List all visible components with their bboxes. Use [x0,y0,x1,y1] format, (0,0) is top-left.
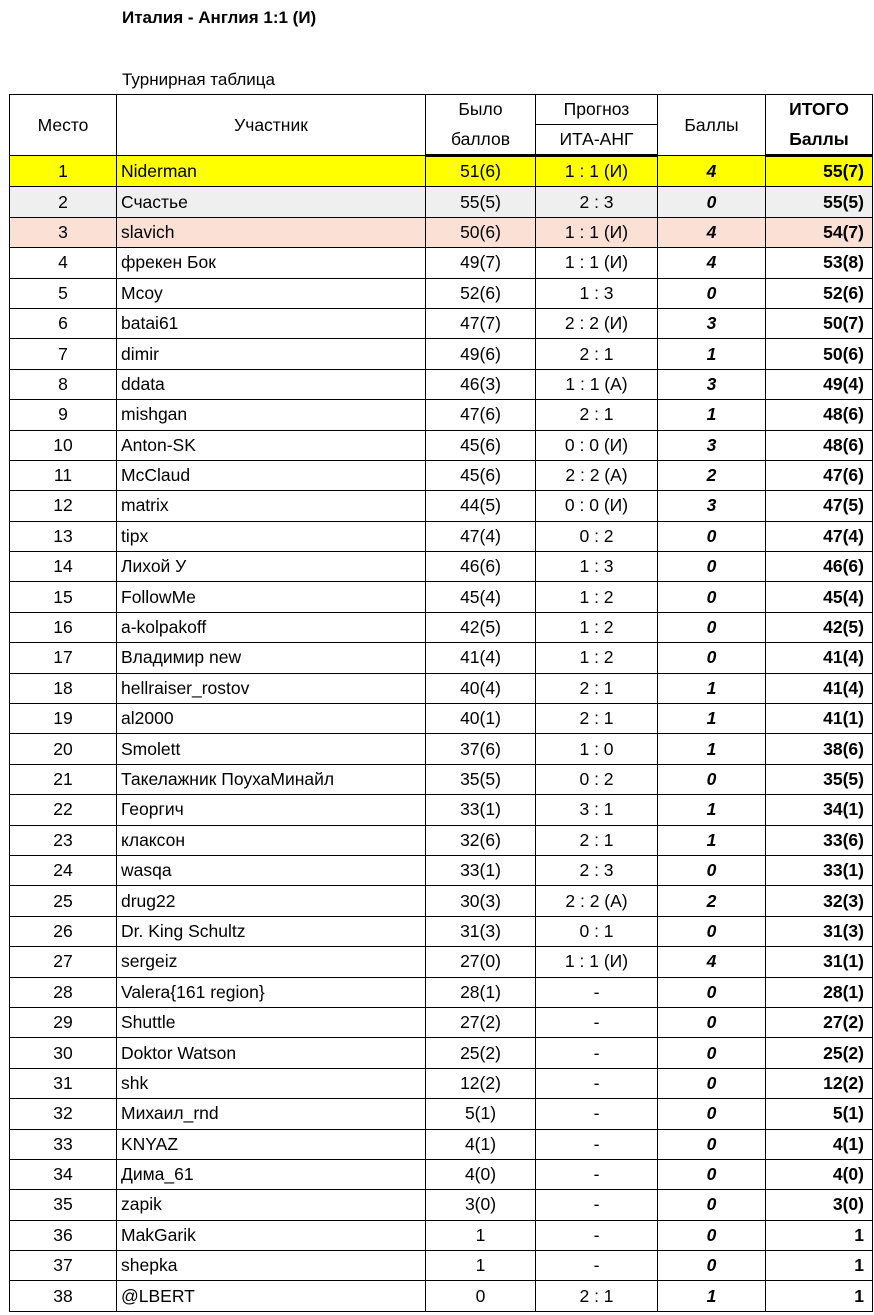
cell-forecast: 2 : 2 (И) [536,308,658,338]
table-row [10,1251,873,1281]
cell-total: 5(1) [766,1099,873,1129]
cell-forecast: 1 : 1 (И) [536,156,658,187]
cell-total: 31(3) [766,916,873,946]
table-row [10,643,873,673]
cell-points: 1 [658,734,766,764]
cell-total: 34(1) [766,795,873,825]
cell-was-points: 32(6) [426,825,536,855]
cell-was-points: 51(6) [426,156,536,187]
header-points: Баллы [658,95,766,156]
cell-forecast: 2 : 1 [536,704,658,734]
cell-points: 3 [658,491,766,521]
cell-forecast: - [536,1190,658,1220]
cell-was-points: 42(5) [426,612,536,642]
cell-points: 0 [658,1007,766,1037]
table-row [10,217,873,247]
cell-place: 18 [10,673,117,703]
cell-place: 35 [10,1190,117,1220]
cell-place: 30 [10,1038,117,1068]
cell-place: 34 [10,1159,117,1189]
table-caption: Турнирная таблица [122,70,275,89]
cell-total: 4(0) [766,1159,873,1189]
cell-place: 32 [10,1099,117,1129]
cell-place: 6 [10,308,117,338]
cell-place: 11 [10,460,117,490]
table-row [10,673,873,703]
table-row [10,1007,873,1037]
cell-was-points: 31(3) [426,916,536,946]
cell-place: 23 [10,825,117,855]
table-row [10,156,873,187]
table-row [10,1068,873,1098]
cell-total: 12(2) [766,1068,873,1098]
cell-total: 49(4) [766,369,873,399]
cell-place: 24 [10,855,117,885]
cell-forecast: - [536,1159,658,1189]
cell-was-points: 5(1) [426,1099,536,1129]
cell-participant: Счастье [117,187,426,217]
cell-was-points: 4(1) [426,1129,536,1159]
cell-total: 54(7) [766,217,873,247]
table-row [10,795,873,825]
cell-participant: Лихой У [117,552,426,582]
cell-points: 0 [658,1220,766,1250]
table-row [10,430,873,460]
header-was-line1: Было [426,95,536,125]
cell-place: 29 [10,1007,117,1037]
table-row [10,1190,873,1220]
table-row [10,947,873,977]
cell-participant: matrix [117,491,426,521]
cell-was-points: 47(4) [426,521,536,551]
cell-participant: Георгич [117,795,426,825]
cell-total: 33(1) [766,855,873,885]
cell-place: 15 [10,582,117,612]
cell-points: 4 [658,248,766,278]
cell-participant: Niderman [117,156,426,187]
cell-points: 0 [658,764,766,794]
cell-was-points: 0 [426,1281,536,1311]
cell-participant: KNYAZ [117,1129,426,1159]
cell-total: 52(6) [766,278,873,308]
cell-forecast: 2 : 3 [536,855,658,885]
table-row [10,855,873,885]
cell-forecast: 1 : 2 [536,612,658,642]
header-forecast-line1: Прогноз [536,95,658,125]
table-row [10,1129,873,1159]
cell-participant: Smolett [117,734,426,764]
table-row [10,704,873,734]
cell-was-points: 40(1) [426,704,536,734]
cell-place: 28 [10,977,117,1007]
cell-points: 0 [658,521,766,551]
cell-forecast: 1 : 1 (И) [536,248,658,278]
cell-total: 50(7) [766,308,873,338]
cell-place: 37 [10,1251,117,1281]
cell-total: 47(6) [766,460,873,490]
cell-points: 3 [658,369,766,399]
cell-place: 13 [10,521,117,551]
cell-participant: Владимир new [117,643,426,673]
cell-points: 1 [658,339,766,369]
cell-total: 3(0) [766,1190,873,1220]
cell-forecast: - [536,1251,658,1281]
cell-was-points: 4(0) [426,1159,536,1189]
cell-points: 0 [658,612,766,642]
cell-points: 0 [658,552,766,582]
cell-forecast: 3 : 1 [536,795,658,825]
cell-points: 0 [658,1129,766,1159]
cell-was-points: 35(5) [426,764,536,794]
cell-forecast: 1 : 1 (А) [536,369,658,399]
cell-forecast: - [536,1038,658,1068]
cell-total: 1 [766,1281,873,1311]
cell-points: 1 [658,1281,766,1311]
cell-was-points: 30(3) [426,886,536,916]
header-was-line2: баллов [426,125,536,156]
cell-forecast: 2 : 2 (А) [536,460,658,490]
header-participant: Участник [117,95,426,156]
cell-points: 1 [658,825,766,855]
cell-participant: shk [117,1068,426,1098]
table-row [10,248,873,278]
cell-was-points: 41(4) [426,643,536,673]
cell-was-points: 27(2) [426,1007,536,1037]
cell-total: 35(5) [766,764,873,794]
table-row [10,521,873,551]
cell-place: 36 [10,1220,117,1250]
cell-total: 55(7) [766,156,873,187]
cell-participant: mishgan [117,400,426,430]
cell-participant: zapik [117,1190,426,1220]
cell-forecast: - [536,1068,658,1098]
cell-place: 25 [10,886,117,916]
table-row [10,491,873,521]
cell-participant: Dr. King Schultz [117,916,426,946]
cell-participant: Дима_61 [117,1159,426,1189]
cell-points: 2 [658,460,766,490]
cell-participant: MakGarik [117,1220,426,1250]
cell-forecast: 0 : 2 [536,764,658,794]
cell-was-points: 40(4) [426,673,536,703]
cell-forecast: 2 : 3 [536,187,658,217]
cell-forecast: 2 : 1 [536,339,658,369]
cell-total: 55(5) [766,187,873,217]
cell-place: 20 [10,734,117,764]
cell-participant: dimir [117,339,426,369]
table-row [10,916,873,946]
cell-participant: wasqa [117,855,426,885]
cell-total: 27(2) [766,1007,873,1037]
table-row [10,886,873,916]
cell-total: 1 [766,1220,873,1250]
cell-points: 1 [658,400,766,430]
cell-participant: batai61 [117,308,426,338]
cell-place: 4 [10,248,117,278]
cell-was-points: 50(6) [426,217,536,247]
standings-rows [10,156,873,1312]
cell-was-points: 45(6) [426,460,536,490]
cell-participant: sergeiz [117,947,426,977]
cell-place: 19 [10,704,117,734]
cell-participant: FollowMe [117,582,426,612]
cell-forecast: 2 : 1 [536,400,658,430]
cell-total: 47(4) [766,521,873,551]
cell-was-points: 52(6) [426,278,536,308]
cell-forecast: 1 : 2 [536,582,658,612]
cell-place: 7 [10,339,117,369]
cell-place: 27 [10,947,117,977]
cell-participant: Михаил_rnd [117,1099,426,1129]
table-row [10,764,873,794]
cell-points: 3 [658,308,766,338]
cell-was-points: 47(7) [426,308,536,338]
cell-points: 0 [658,278,766,308]
standings-table [9,94,873,1312]
cell-forecast: - [536,1007,658,1037]
cell-points: 0 [658,187,766,217]
cell-participant: Anton-SK [117,430,426,460]
cell-place: 1 [10,156,117,187]
cell-forecast: 1 : 0 [536,734,658,764]
table-row [10,308,873,338]
cell-was-points: 45(6) [426,430,536,460]
cell-forecast: 1 : 1 (И) [536,217,658,247]
cell-forecast: 1 : 1 (И) [536,947,658,977]
cell-forecast: 0 : 2 [536,521,658,551]
cell-forecast: 2 : 1 [536,673,658,703]
cell-was-points: 47(6) [426,400,536,430]
cell-points: 4 [658,947,766,977]
table-row [10,187,873,217]
cell-points: 0 [658,1099,766,1129]
cell-total: 47(5) [766,491,873,521]
cell-was-points: 12(2) [426,1068,536,1098]
cell-forecast: 0 : 0 (И) [536,430,658,460]
cell-points: 0 [658,582,766,612]
cell-participant: drug22 [117,886,426,916]
cell-points: 4 [658,217,766,247]
cell-forecast: 1 : 3 [536,552,658,582]
cell-total: 45(4) [766,582,873,612]
cell-participant: McClaud [117,460,426,490]
cell-total: 32(3) [766,886,873,916]
cell-place: 9 [10,400,117,430]
cell-place: 14 [10,552,117,582]
cell-points: 3 [658,430,766,460]
cell-points: 0 [658,1068,766,1098]
cell-participant: Doktor Watson [117,1038,426,1068]
header-forecast-line2: ИТА-АНГ [536,125,658,156]
cell-was-points: 49(6) [426,339,536,369]
cell-forecast: 0 : 0 (И) [536,491,658,521]
table-row [10,278,873,308]
cell-was-points: 45(4) [426,582,536,612]
header-total-line1: ИТОГО [766,95,873,125]
cell-was-points: 27(0) [426,947,536,977]
cell-total: 38(6) [766,734,873,764]
cell-points: 1 [658,704,766,734]
cell-place: 12 [10,491,117,521]
cell-participant: Shuttle [117,1007,426,1037]
cell-participant: shepka [117,1251,426,1281]
cell-place: 10 [10,430,117,460]
cell-forecast: - [536,1099,658,1129]
cell-participant: al2000 [117,704,426,734]
cell-forecast: 2 : 1 [536,825,658,855]
cell-points: 2 [658,886,766,916]
table-row [10,1038,873,1068]
cell-participant: клаксон [117,825,426,855]
cell-points: 0 [658,1190,766,1220]
cell-place: 22 [10,795,117,825]
cell-participant: Такелажник ПоухаМинайл [117,764,426,794]
cell-place: 38 [10,1281,117,1311]
table-row [10,1159,873,1189]
cell-points: 0 [658,1038,766,1068]
cell-forecast: - [536,1220,658,1250]
table-row [10,339,873,369]
cell-participant: hellraiser_rostov [117,673,426,703]
cell-was-points: 1 [426,1220,536,1250]
cell-forecast: 2 : 2 (А) [536,886,658,916]
table-row [10,582,873,612]
cell-place: 21 [10,764,117,794]
cell-points: 0 [658,1251,766,1281]
cell-total: 50(6) [766,339,873,369]
cell-total: 4(1) [766,1129,873,1159]
cell-place: 16 [10,612,117,642]
cell-points: 0 [658,977,766,1007]
cell-forecast: - [536,977,658,1007]
cell-total: 41(1) [766,704,873,734]
table-row [10,1220,873,1250]
cell-total: 1 [766,1251,873,1281]
cell-total: 48(6) [766,430,873,460]
cell-forecast: - [536,1129,658,1159]
cell-was-points: 28(1) [426,977,536,1007]
cell-participant: Valera{161 region} [117,977,426,1007]
cell-place: 8 [10,369,117,399]
cell-was-points: 25(2) [426,1038,536,1068]
cell-forecast: 1 : 2 [536,643,658,673]
cell-participant: Mcoy [117,278,426,308]
cell-total: 33(6) [766,825,873,855]
cell-total: 42(5) [766,612,873,642]
cell-points: 0 [658,643,766,673]
table-row [10,734,873,764]
cell-place: 2 [10,187,117,217]
cell-total: 25(2) [766,1038,873,1068]
cell-forecast: 2 : 1 [536,1281,658,1311]
cell-place: 26 [10,916,117,946]
cell-was-points: 33(1) [426,855,536,885]
cell-total: 48(6) [766,400,873,430]
table-row [10,1099,873,1129]
cell-points: 0 [658,916,766,946]
table-row [10,977,873,1007]
cell-total: 41(4) [766,643,873,673]
header-total-line2: Баллы [766,125,873,156]
table-row [10,612,873,642]
cell-total: 46(6) [766,552,873,582]
cell-participant: tipx [117,521,426,551]
cell-place: 31 [10,1068,117,1098]
cell-points: 1 [658,795,766,825]
cell-forecast: 0 : 1 [536,916,658,946]
cell-was-points: 37(6) [426,734,536,764]
table-row [10,460,873,490]
cell-was-points: 1 [426,1251,536,1281]
cell-place: 33 [10,1129,117,1159]
cell-place: 3 [10,217,117,247]
table-row [10,369,873,399]
cell-was-points: 46(6) [426,552,536,582]
table-row [10,825,873,855]
table-row [10,552,873,582]
cell-place: 5 [10,278,117,308]
cell-was-points: 46(3) [426,369,536,399]
cell-total: 31(1) [766,947,873,977]
cell-was-points: 44(5) [426,491,536,521]
cell-total: 28(1) [766,977,873,1007]
cell-was-points: 55(5) [426,187,536,217]
cell-participant: a-kolpakoff [117,612,426,642]
cell-participant: @LBERT [117,1281,426,1311]
cell-was-points: 3(0) [426,1190,536,1220]
page-title: Италия - Англия 1:1 (И) [122,8,317,27]
cell-place: 17 [10,643,117,673]
cell-forecast: 1 : 3 [536,278,658,308]
cell-was-points: 49(7) [426,248,536,278]
cell-points: 1 [658,673,766,703]
cell-was-points: 33(1) [426,795,536,825]
cell-points: 0 [658,1159,766,1189]
cell-points: 4 [658,156,766,187]
header-place: Место [10,95,117,156]
table-row [10,1281,873,1311]
cell-total: 53(8) [766,248,873,278]
cell-points: 0 [658,855,766,885]
cell-participant: фрекен Бок [117,248,426,278]
cell-total: 41(4) [766,673,873,703]
table-row [10,400,873,430]
cell-participant: ddata [117,369,426,399]
cell-participant: slavich [117,217,426,247]
